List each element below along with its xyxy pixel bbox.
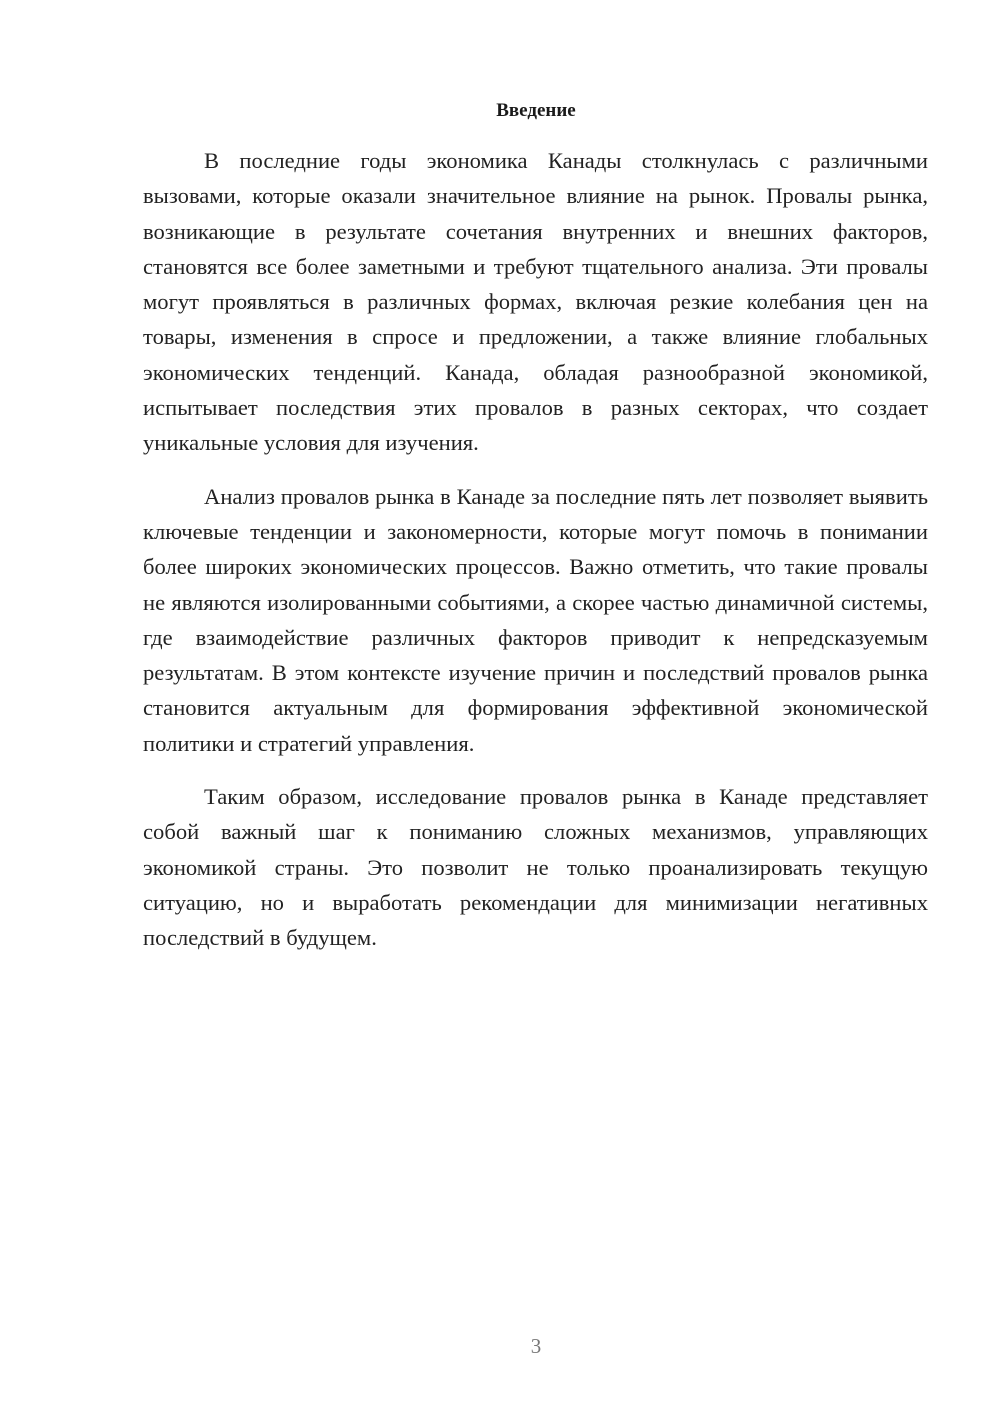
paragraph-1: В последние годы экономика Канады столкнулась с различными вызовами, которые оказали значительное влияние на рынок. Провалы рынка, возникающие в результате сочетания внутренних и внешних факторов, становятся все более заметными и требуют тщательного анализа. Эти провалы могут проявляться в различных формах, включая резкие колебания цен на товары, изменения в спросе и предложении, а также влияние глобальных экономических тенденций. Канада, обладая разнообразной экономикой, испытывает последствия этих провалов в разных секторах, что создает уникальные условия для изучения.: [143, 148, 928, 456]
section-heading: Введение: [496, 100, 576, 121]
paragraph-2: Анализ провалов рынка в Канаде за последние пять лет позволяет выявить ключевые тенденции и закономерности, которые могут помочь в понимании более широких экономических процессов. Важно отметить, что такие провалы не являются изолированными событиями, а скорее частью динамичной системы, где взаимодействие различных факторов приводит к непредсказуемым результатам. В этом контексте изучение причин и последствий провалов рынка становится актуальным для формирования эффективной экономической политики и стратегий управления.: [143, 483, 928, 756]
paragraph-3: Таким образом, исследование провалов рынка в Канаде представляет собой важный шаг к пониманию сложных механизмов, управляющих экономикой страны. Это позволит не только проанализировать текущую ситуацию, но и выработать рекомендации для минимизации негативных последствий в будущем.: [143, 784, 928, 951]
body-text: [143, 143, 928, 974]
page-number: 3: [530, 1334, 542, 1358]
